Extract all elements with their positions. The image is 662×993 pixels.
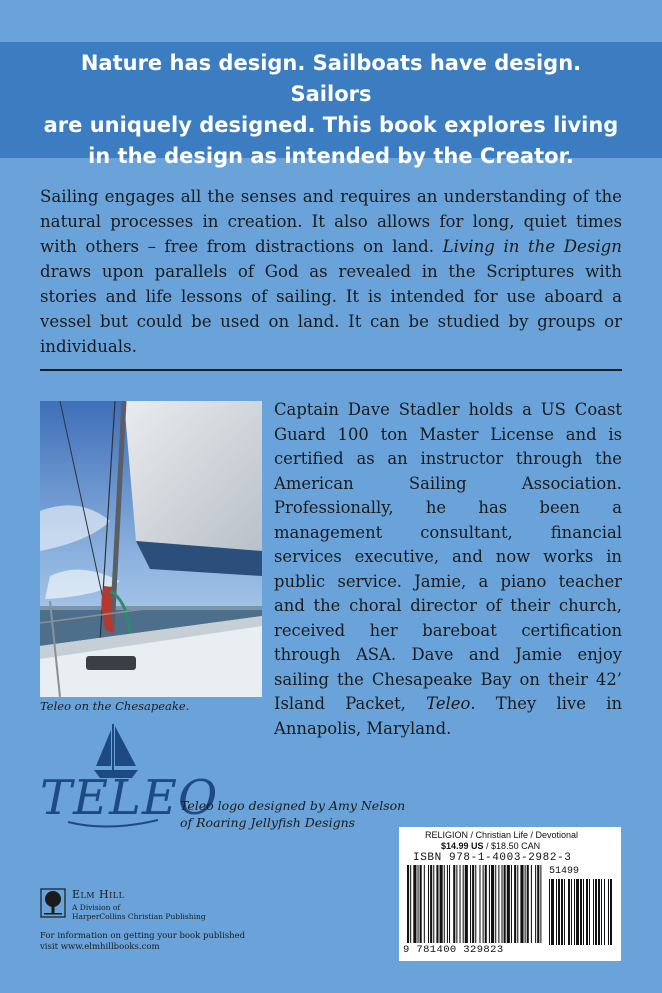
bisac-category: RELIGION / Christian Life / Devotional [425,830,579,840]
division-line-2: HarperCollins Christian Publishing [72,912,206,921]
photo-caption: Teleo on the Chesapeake. [40,699,190,713]
description-part-1: Sailing engages all the senses and requires an understanding of the natural processes in creation. It also allows for long, quiet times with others – free from distractions on land. [40,187,622,256]
price-us: $14.99 US [441,841,484,851]
author-bio [274,398,622,741]
isbn-barcode [407,865,613,947]
teleo-logo [38,722,219,832]
sailboat-photo-illustration [40,401,262,697]
logo-credit-line-1: Teleo logo designed by Amy Nelson [180,798,406,813]
publishing-info [40,931,245,953]
bio-part-1: Captain Dave Stadler holds a US Coast Guard 100 ton Master License and is certified as an instructor through the American Sailing Association. Professionally, he has been a management consultant, financial services executive, and now works in public service. Jamie, a piano teacher and the choral director of their church, received her bareboat certification through ASA. Dave and Jamie enjoy sailing the Chesapeake Bay on their 42’ Island Packet, [274,400,622,713]
barcode-digits: 9 781400 329823 [403,944,504,956]
price-line [441,841,540,851]
bio-boat-name: Teleo [426,694,471,713]
teleo-wordmark: TELEO [40,770,219,826]
addon-code: 51499 [549,866,580,877]
info-line-1: For information on getting your book published [40,931,246,941]
price-can: $18.50 CAN [491,841,541,851]
publisher-name: Elm Hill [72,888,125,901]
banner-line-1: Nature has design. Sailboats have design. Sailors [80,51,582,106]
section-divider [40,369,622,371]
bio-part-2: . They live in Annapolis, Maryland. [274,694,623,738]
description-book-title: Living in the Design [442,237,622,256]
tree-icon [40,888,66,918]
banner-line-2: are uniquely designed. This book explores living [43,113,619,137]
teleo-logo-mark [38,722,219,832]
sailboat-photo [40,401,262,697]
logo-credit [180,797,405,831]
banner-line-3: in the design as intended by the Creator. [88,144,574,168]
description-part-2: draws upon parallels of God as revealed in the Scriptures with stories and life lessons of sailing. It is intended for use aboard a vessel but could be used on land. It can be studied by groups or individuals. [40,262,622,356]
barcode-panel [399,827,621,961]
info-line-2: visit www.elmhillbooks.com [40,942,160,952]
price-separator: / [483,841,492,851]
logo-credit-line-2: of Roaring Jellyfish Designs [180,815,356,830]
publisher-division [72,903,206,921]
division-line-1: A Division of [72,903,121,912]
book-description [40,184,622,359]
banner-tagline [40,48,622,172]
elm-hill-logo [40,888,66,918]
isbn-label: ISBN 978-1-4003-2982-3 [413,852,572,864]
